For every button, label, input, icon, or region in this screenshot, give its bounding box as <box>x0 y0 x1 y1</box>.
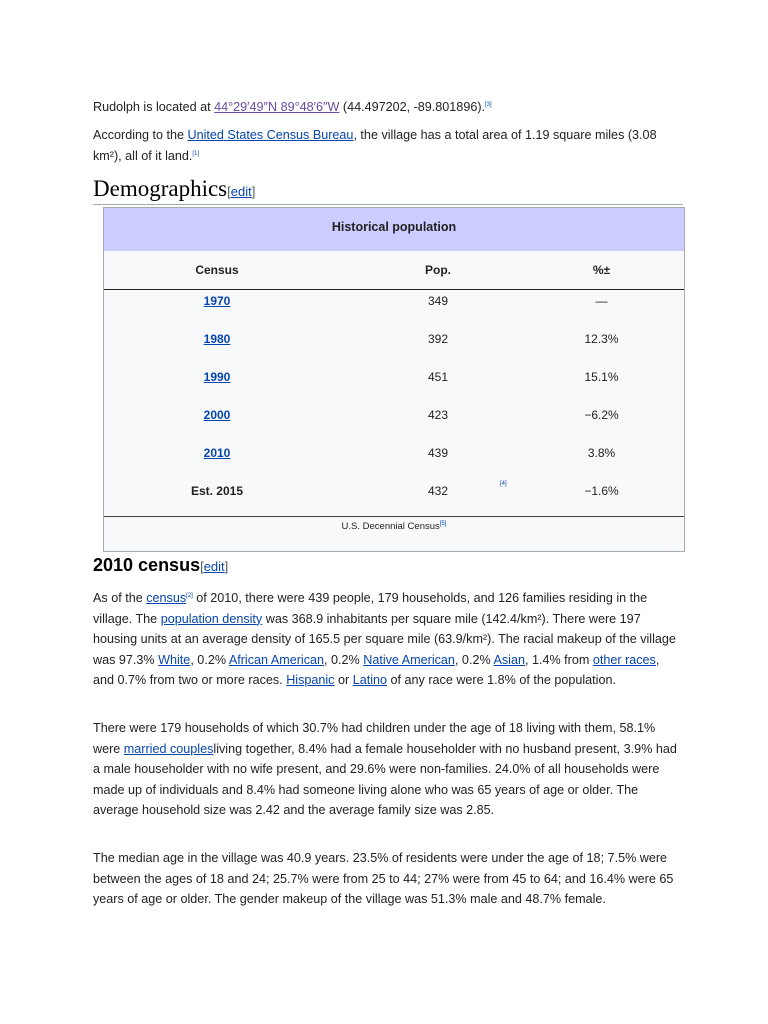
location-text: Rudolph is located at <box>93 100 215 114</box>
pop-value: 392 <box>427 332 449 346</box>
edit-bracket-open: [ <box>227 184 231 199</box>
footer-ref[interactable]: [5] <box>439 520 447 527</box>
area-ref[interactable]: [1] <box>192 150 200 157</box>
other-races-link[interactable]: other races <box>592 652 656 667</box>
hispanic-link[interactable]: Hispanic <box>286 673 335 687</box>
location-ref[interactable]: [3] <box>485 101 492 108</box>
pop-value: 423 <box>427 408 449 422</box>
text-span: or <box>334 673 353 687</box>
demographics-heading-text: Demographics <box>93 176 228 201</box>
census-2010-edit-link[interactable]: edit <box>203 559 225 574</box>
table-header-row <box>104 251 684 290</box>
asian-link[interactable]: Asian <box>493 652 525 667</box>
table-row <box>104 294 684 332</box>
census-ref[interactable]: [2] <box>186 592 193 599</box>
table-row <box>104 370 684 408</box>
text-span: , 0.2% <box>454 652 494 667</box>
census-2010-edit <box>200 559 228 574</box>
text-span: As of the <box>93 591 147 605</box>
historical-population-table <box>103 207 685 552</box>
married-couples-link[interactable]: married couples <box>123 741 214 756</box>
area-text: , the village has a total area of 1.19 square miles (3.08 km²), all of it land. <box>93 128 657 163</box>
table-row <box>104 446 684 484</box>
year-estimate: Est. 2015 <box>190 484 244 498</box>
header-pop: Pop. <box>425 263 451 277</box>
pop-value: 439 <box>427 446 449 460</box>
white-link[interactable]: White <box>158 652 191 667</box>
table-row <box>104 408 684 446</box>
table-title: Historical population <box>104 208 684 251</box>
edit-bracket-close: ] <box>251 184 256 199</box>
pop-value: 451 <box>427 370 449 384</box>
location-paragraph <box>93 97 683 118</box>
text-span: of any race were 1.8% of the population. <box>387 673 616 687</box>
census-paragraph-2 <box>93 718 683 821</box>
pct-value: — <box>595 294 608 308</box>
edit-bracket-close: ] <box>224 559 229 574</box>
text-span: , 0.2% <box>324 652 364 667</box>
year-link-1970[interactable]: 1970 <box>203 294 231 308</box>
text-span: living together, 8.4% had a female householder with no husband present, 3.9% had a male householder with no wife present, and 29.6% were non-families. 24.0% of all households were made up of individuals and 8.4% had someone living alone who was 65 years of age or older. The average household size was 2.42 and the average family size was 2.85. <box>93 741 677 817</box>
pct-value: 15.1% <box>584 370 619 384</box>
table-footer-text: U.S. Decennial Census <box>341 521 440 532</box>
latino-link[interactable]: Latino <box>352 673 388 687</box>
area-paragraph <box>93 125 683 166</box>
year-link-2000[interactable]: 2000 <box>203 408 231 422</box>
area-text-prefix: According to the <box>93 128 188 142</box>
table-row <box>104 332 684 370</box>
demographics-heading <box>93 174 683 205</box>
coordinates-link[interactable]: 44°29′49″N 89°48′6″W <box>214 100 340 114</box>
census-2010-heading-text: 2010 census <box>93 555 201 575</box>
coordinates-decimal: (44.497202, -89.801896). <box>339 100 486 114</box>
text-span: There were 179 households of which 30.7% had children under the age of 18 living with them, 58.1% were <box>93 721 656 756</box>
native-american-link[interactable]: Native American <box>363 652 455 667</box>
header-pct-change: %± <box>592 263 611 277</box>
pop-value: 349 <box>427 294 449 308</box>
year-link-1990[interactable]: 1990 <box>203 370 231 384</box>
table-footer-rule <box>104 516 684 517</box>
pop-value: 432 <box>427 484 449 498</box>
pct-value: 12.3% <box>584 332 619 346</box>
census-bureau-link[interactable]: United States Census Bureau <box>187 128 354 142</box>
census-link[interactable]: census <box>146 591 187 605</box>
demographics-edit <box>227 184 255 199</box>
text-span: of 2010, there were 439 people, 179 households, and 126 families residing in the village. The <box>93 591 648 626</box>
text-span: , 1.4% from <box>524 652 593 667</box>
pct-value: −6.2% <box>584 408 619 422</box>
header-census: Census <box>195 263 239 277</box>
table-footer <box>104 521 684 532</box>
year-link-1980[interactable]: 1980 <box>203 332 231 346</box>
demographics-edit-link[interactable]: edit <box>230 184 252 199</box>
census-paragraph-1 <box>93 588 683 691</box>
year-link-2010[interactable]: 2010 <box>203 446 231 460</box>
edit-bracket-open: [ <box>200 559 204 574</box>
pct-value: 3.8% <box>587 446 616 460</box>
population-density-link[interactable]: population density <box>160 611 263 626</box>
census-paragraph-3: The median age in the village was 40.9 years. 23.5% of residents were under the age of 18; 7.5% were between the ages of 18 and 24; 25.7% were from 25 to 44; 27% were from 45 to 64; and 16.4% were 65 years of age or older. The gender makeup of the village was 51.3% male and 48.7% female. <box>93 851 674 906</box>
census-2010-heading <box>93 555 228 576</box>
text-span: , 0.2% <box>190 652 229 667</box>
text-span: was 368.9 inhabitants per square mile (142.4/km²). There were 197 housing units at an average density of 165.5 per square mile (63.9/km²). The racial makeup of the village was 97.3% <box>93 611 676 667</box>
text-span: , and 0.7% from two or more races. <box>93 652 660 687</box>
table-row: Est. 2015 432 [4] −1.6% <box>104 484 684 522</box>
african-american-link[interactable]: African American <box>228 652 325 667</box>
pct-value: −1.6% <box>584 484 619 498</box>
